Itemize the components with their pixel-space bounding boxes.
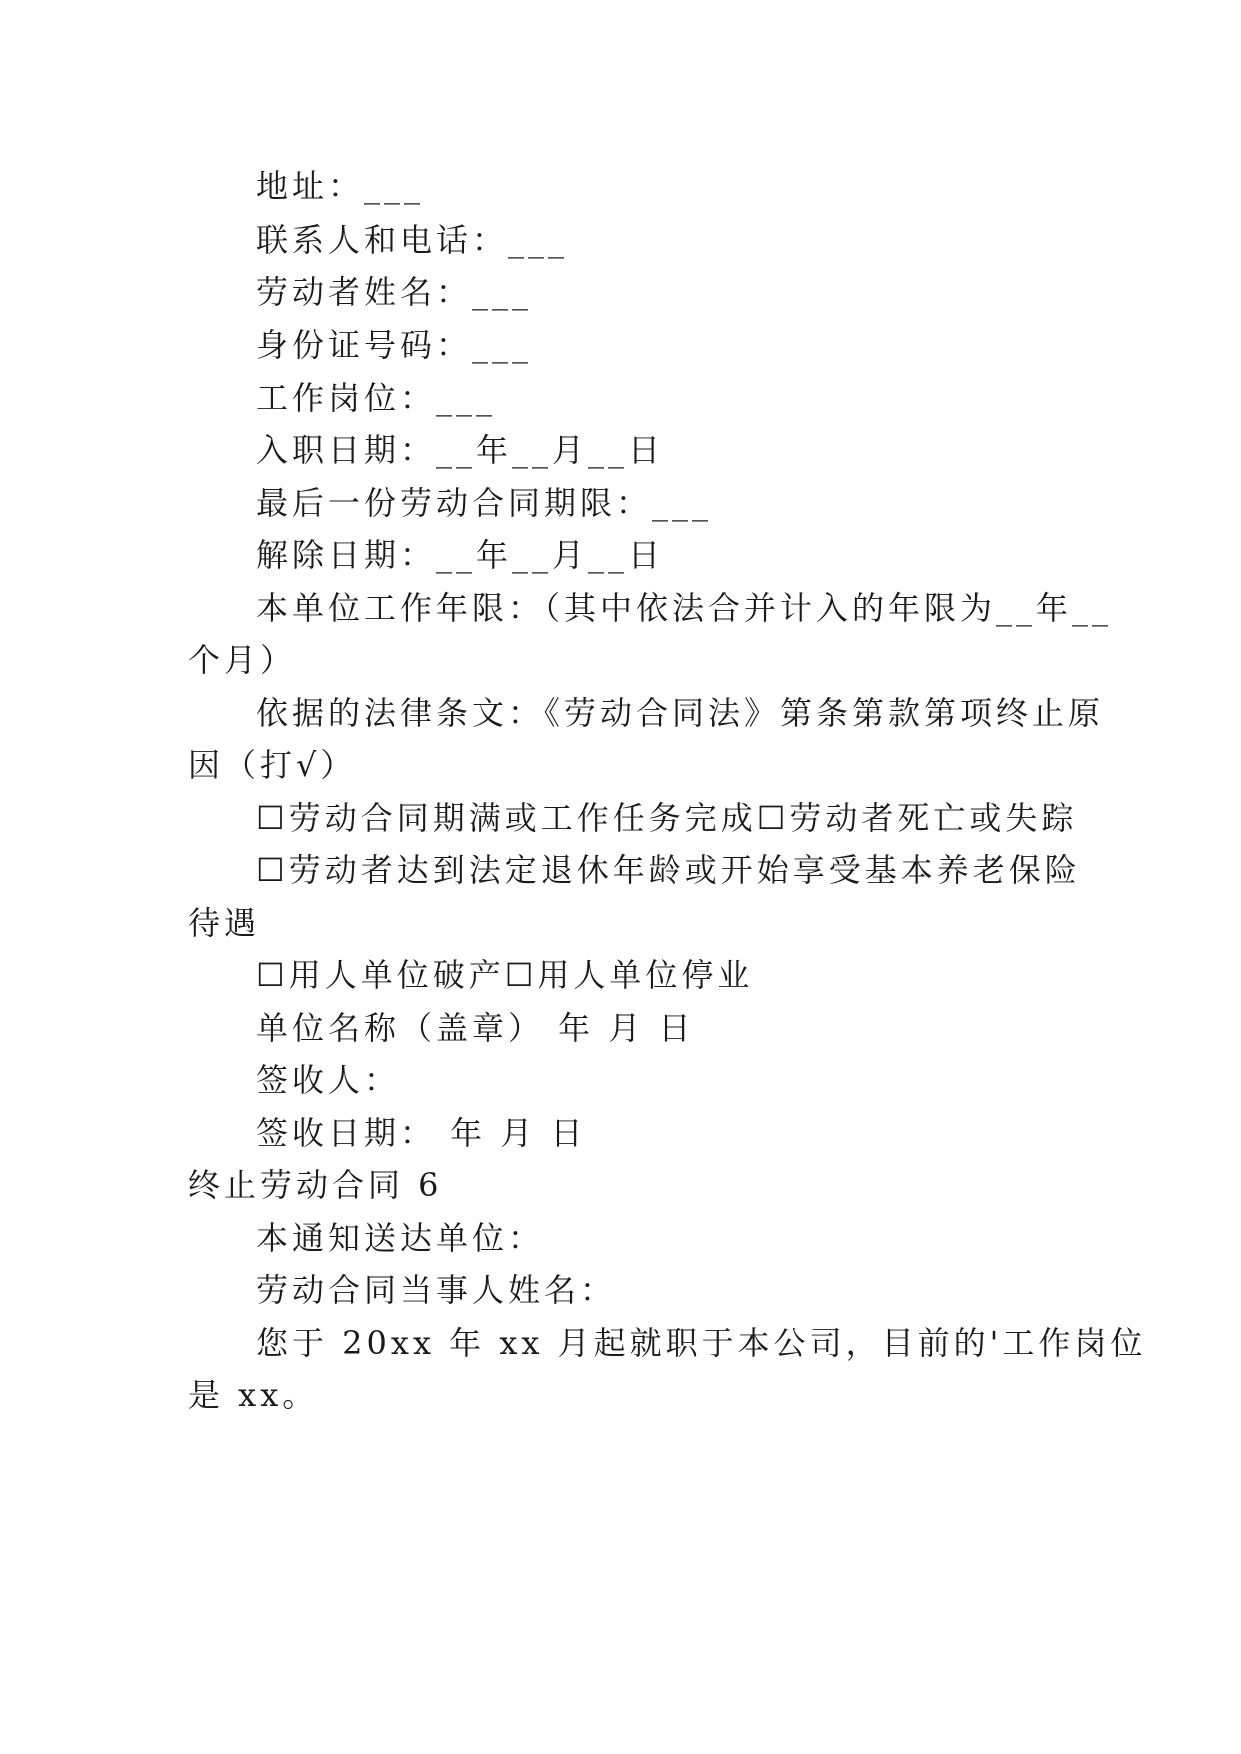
hire-date-line: 入职日期：__年__月__日	[256, 431, 665, 469]
party-name-line: 劳动合同当事人姓名：	[256, 1271, 617, 1309]
reason-option-line-2: ☐劳动者达到法定退休年龄或开始享受基本养老保险	[256, 851, 1081, 889]
employment-statement-line: 您于 20xx 年 xx 月起就职于本公司，目前的'工作岗位	[256, 1324, 1147, 1362]
job-position-line: 工作岗位：___	[256, 379, 497, 417]
worker-name-line: 劳动者姓名：___	[256, 273, 533, 311]
reason-option-line-2-continued: 待遇	[188, 904, 261, 942]
termination-date-line: 解除日期：__年__月__日	[256, 536, 665, 574]
legal-basis-line: 依据的法律条文：《劳动合同法》第条第款第项终止原	[256, 694, 1105, 732]
receipt-date-line: 签收日期： 年 月 日	[256, 1114, 587, 1152]
legal-basis-continued: 因（打√）	[188, 746, 357, 784]
service-years-line: 本单位工作年限：（其中依法合并计入的年限为__年__	[256, 589, 1113, 627]
notice-recipient-line: 本通知送达单位：	[256, 1219, 545, 1257]
employer-seal-line: 单位名称（盖章） 年 月 日	[256, 1009, 695, 1047]
reason-option-line-3: ☐用人单位破产☐用人单位停业	[256, 956, 754, 994]
contract-term-line: 最后一份劳动合同期限：___	[256, 484, 713, 522]
reason-option-line-1: ☐劳动合同期满或工作任务完成☐劳动者死亡或失踪	[256, 799, 1078, 837]
address-line: 地址：___	[256, 167, 425, 205]
id-number-line: 身份证号码：___	[256, 326, 533, 364]
section-heading: 终止劳动合同 6	[188, 1166, 443, 1204]
recipient-line: 签收人：	[256, 1061, 401, 1099]
contact-phone-line: 联系人和电话：___	[256, 221, 569, 259]
employment-statement-continued: 是 xx。	[188, 1376, 319, 1414]
service-years-continued: 个月）	[188, 641, 297, 679]
